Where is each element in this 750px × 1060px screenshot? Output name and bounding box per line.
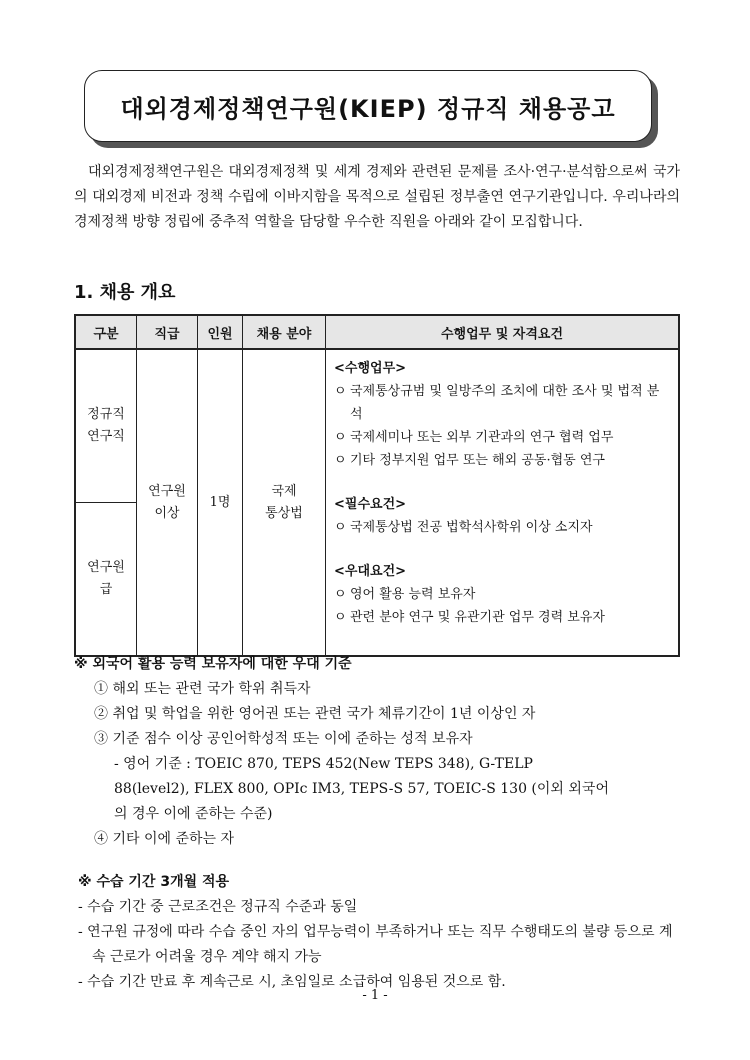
rank-cell: 연구원 이상	[137, 349, 198, 656]
list-item: ㅇ 관련 분야 연구 및 유관기관 업무 경력 보유자	[334, 610, 605, 625]
list-item: - 연구원 규정에 따라 수습 중인 자의 업무능력이 부족하거나 또는 직무 수행태도의 불량 등으로 계속 근로가 어려울 경우 계약 해지 가능	[78, 924, 673, 965]
intro-paragraph	[74, 160, 680, 235]
list-item: ② 취업 및 학업을 위한 영어권 또는 관련 국가 체류기간이 1년 이상인 자	[94, 706, 536, 722]
category-cell-1: 정규직 연구직	[75, 349, 137, 503]
list-item: - 수습 기간 중 근로조건은 정규직 수준과 동일	[78, 899, 358, 915]
list-item: ㅇ 기타 정부지원 업무 또는 해외 공동·협동 연구	[334, 453, 605, 468]
header-category: 구분	[75, 315, 137, 349]
list-item: ① 해외 또는 관련 국가 학위 취득자	[94, 681, 311, 697]
list-item: ④ 기타 이에 준하는 자	[94, 831, 234, 847]
header-duties: 수행업무 및 자격요건	[326, 315, 680, 349]
note-heading: ※ 외국어 활용 능력 보유자에 대한 우대 기준	[74, 656, 352, 672]
recruit-table	[74, 314, 680, 657]
header-rank: 직급	[137, 315, 198, 349]
intro-text: 대외경제정책연구원은 대외경제정책 및 세계 경제와 관련된 문제를 조사·연구·분석함으로써 국가의 대외경제 비전과 정책 수립에 이바지함을 목적으로 설립된 정부출연 연구기관입니다. 우리나라의 경제정책 방향 정립에 중추적 역할을 담당할 우수한 직원을 아래와 같이 모집합니다.	[74, 164, 680, 230]
list-item: ㅇ 국제통상법 전공 법학석사학위 이상 소지자	[334, 520, 593, 535]
list-subitem: - 영어 기준 : TOEIC 870, TEPS 452(New TEPS 348), G-TELP	[114, 756, 533, 772]
field-cell: 국제 통상법	[243, 349, 326, 656]
language-preference-notes	[74, 652, 680, 852]
note-heading: ※ 수습 기간 3개월 적용	[78, 874, 230, 890]
list-item: ㅇ 국제통상규범 및 일방주의 조치에 대한 조사 및 법적 분석	[334, 384, 660, 422]
table-header-row	[75, 315, 679, 349]
header-count: 인원	[198, 315, 243, 349]
duties-cell	[326, 349, 680, 656]
list-item: ㅇ 국제세미나 또는 외부 기관과의 연구 협력 업무	[334, 430, 614, 445]
duty-heading: <수행업무>	[334, 361, 407, 376]
page-number: - 1 -	[362, 988, 388, 1003]
list-item: - 수습 기간 만료 후 계속근로 시, 초임일로 소급하여 임용된 것으로 함.	[78, 974, 506, 990]
count-cell: 1명	[198, 349, 243, 656]
list-item: ③ 기준 점수 이상 공인어학성적 또는 이에 준하는 성적 보유자	[94, 731, 473, 747]
page-title: 대외경제정책연구원(KIEP) 정규직 채용공고	[120, 94, 616, 123]
category-cell-2: 연구원 급	[75, 503, 137, 657]
list-item: ㅇ 영어 활용 능력 보유자	[334, 587, 476, 602]
table-row	[75, 349, 679, 503]
preferred-heading: <우대요건>	[334, 564, 407, 579]
title-box	[84, 70, 652, 142]
probation-notes	[74, 870, 680, 995]
required-heading: <필수요건>	[334, 497, 407, 512]
section-heading-overview: 1. 채용 개요	[74, 282, 176, 303]
list-subitem: 88(level2), FLEX 800, OPIc IM3, TEPS-S 57, TOEIC-S 130 (이외 외국어	[114, 781, 609, 797]
list-subitem: 의 경우 이에 준하는 수준)	[114, 806, 273, 822]
header-field: 채용 분야	[243, 315, 326, 349]
